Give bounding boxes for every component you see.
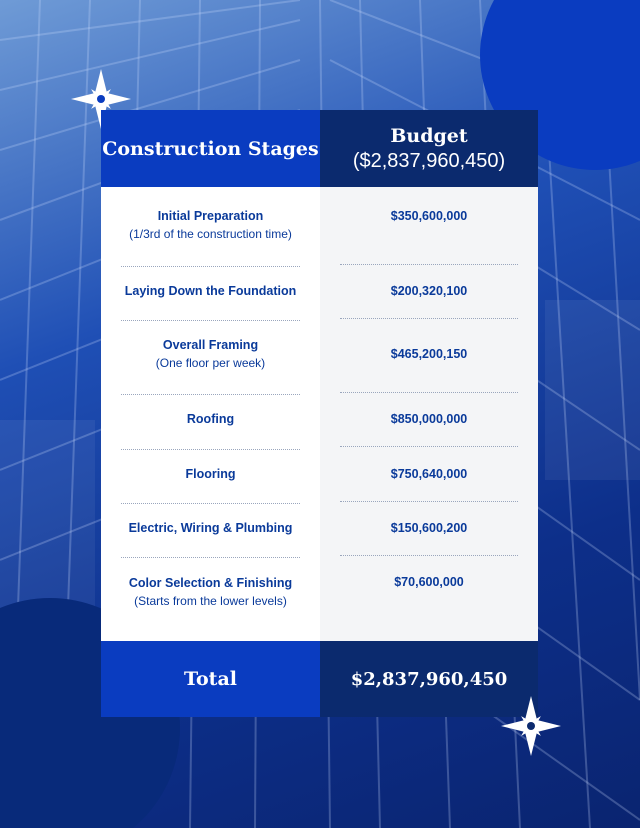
table-row-stage <box>101 574 320 610</box>
row-divider <box>121 449 300 450</box>
row-divider <box>340 555 518 556</box>
stage-name: Color Selection & Finishing <box>128 576 293 590</box>
stage-amount: $150,600,200 <box>390 521 468 535</box>
stage-amount: $750,640,000 <box>390 467 468 481</box>
row-divider <box>121 557 300 558</box>
table-row-stage <box>101 282 320 300</box>
stage-amount: $850,000,000 <box>390 412 468 426</box>
stage-amount: $70,600,000 <box>394 575 464 589</box>
table-header <box>101 110 538 187</box>
row-divider <box>340 264 518 265</box>
stage-name: Initial Preparation <box>157 209 264 223</box>
row-divider <box>340 392 518 393</box>
row-divider <box>121 266 300 267</box>
stage-note: (1/3rd of the construction time) <box>129 227 292 241</box>
table-row-stage <box>101 519 320 537</box>
table-row-stage <box>101 336 320 372</box>
stage-name: Roofing <box>186 412 235 426</box>
stages-column <box>101 187 320 641</box>
stage-name: Flooring <box>185 467 236 481</box>
table-body <box>101 187 538 641</box>
total-value: $2,837,960,450 <box>320 641 538 717</box>
stage-amount: $350,600,000 <box>390 209 468 223</box>
budget-table <box>101 110 538 717</box>
budget-header-total: ($2,837,960,450) <box>352 149 506 172</box>
row-divider <box>340 446 518 447</box>
row-divider <box>121 503 300 504</box>
stage-name: Electric, Wiring & Plumbing <box>128 521 293 535</box>
stage-name: Laying Down the Foundation <box>124 284 297 298</box>
table-row-stage <box>101 207 320 243</box>
row-divider <box>121 394 300 395</box>
row-divider <box>340 318 518 319</box>
stage-amount: $465,200,150 <box>390 347 468 361</box>
row-divider <box>121 320 300 321</box>
stages-column-title: Construction Stages <box>101 110 320 187</box>
table-row-stage <box>101 465 320 483</box>
stage-note: (One floor per week) <box>155 356 266 370</box>
budget-column-header <box>320 110 538 187</box>
budget-column-title: Budget <box>390 124 468 147</box>
stage-name: Overall Framing <box>162 338 259 352</box>
table-row-stage <box>101 410 320 428</box>
row-divider <box>340 501 518 502</box>
stage-note: (Starts from the lower levels) <box>134 594 287 608</box>
stage-amount: $200,320,100 <box>390 284 468 298</box>
table-footer <box>101 641 538 717</box>
budget-column <box>320 187 538 641</box>
sparkle-star-icon <box>500 695 562 757</box>
total-label: Total <box>101 641 320 717</box>
